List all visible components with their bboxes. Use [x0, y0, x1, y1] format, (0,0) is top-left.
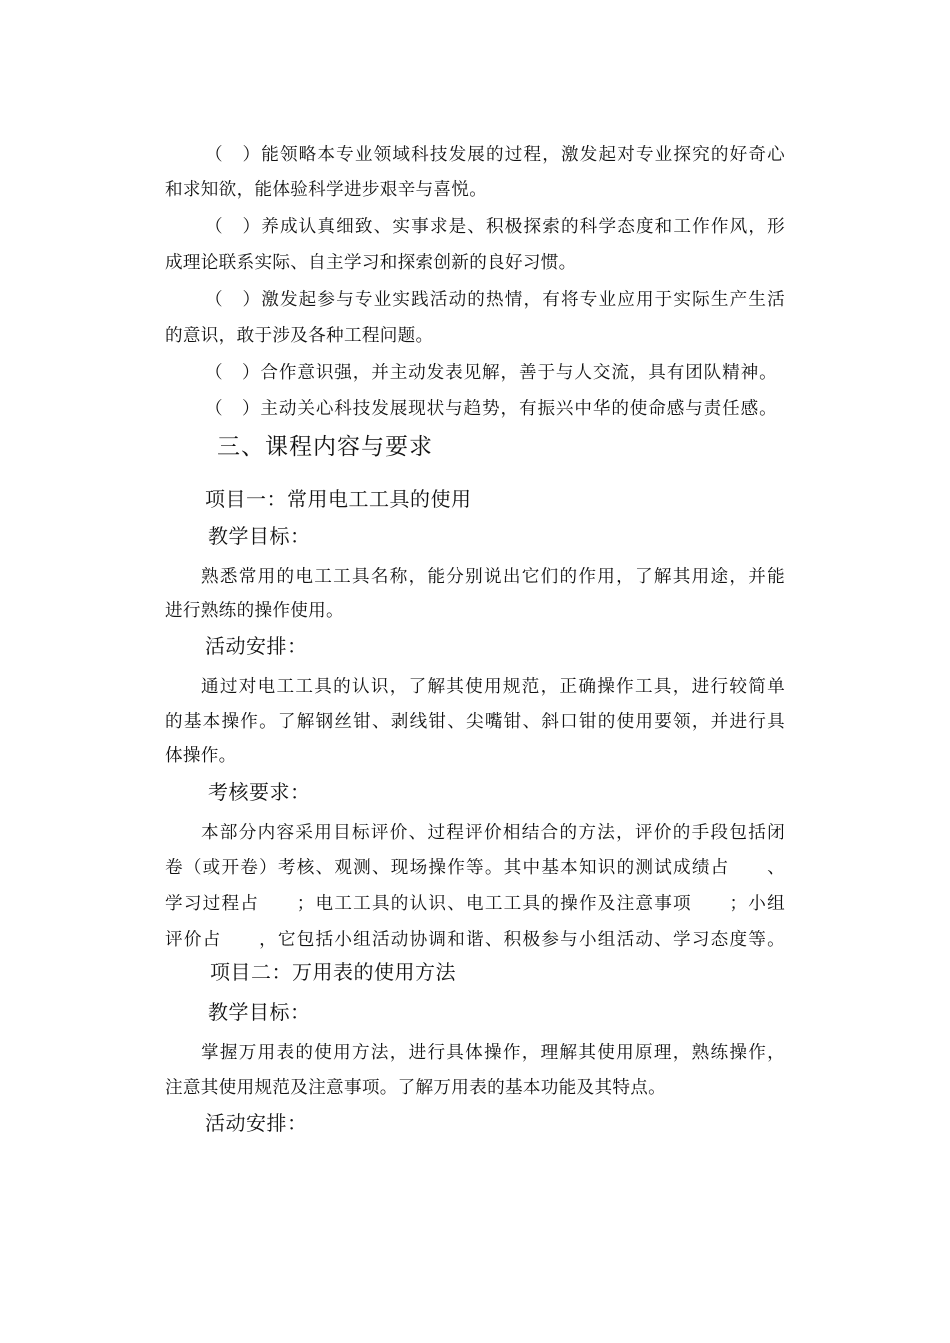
project1-assess-heading: 考核要求：: [208, 780, 311, 804]
paragraph-line: 卷（或开卷）考核、观测、现场操作等。其中基本知识的测试成绩占 、: [165, 858, 785, 878]
paragraph-line: 注意其使用规范及注意事项。了解万用表的基本功能及其特点。: [165, 1078, 667, 1098]
paragraph-line: 本部分内容采用目标评价、过程评价相结合的方法，评价的手段包括闭: [201, 823, 785, 843]
project1-title: 项目一：常用电工工具的使用: [205, 487, 472, 511]
paragraph-line: （ ）主动关心科技发展现状与趋势，有振兴中华的使命感与责任感。: [205, 399, 777, 419]
paragraph-line: 和求知欲，能体验科学进步艰辛与喜悦。: [165, 180, 488, 200]
paragraph-line: 体操作。: [165, 746, 237, 766]
paragraph-line: （ ）养成认真细致、实事求是、积极探索的科学态度和工作作风，形: [205, 217, 785, 237]
project1-activity-heading: 活动安排：: [205, 634, 308, 658]
paragraph-line: 的意识，敢于涉及各种工程问题。: [165, 326, 434, 346]
paragraph-line: （ ）合作意识强，并主动发表见解，善于与人交流，具有团队精神。: [205, 363, 777, 383]
section-title: 三、课程内容与要求: [217, 434, 433, 460]
paragraph-line: 的基本操作。了解钢丝钳、剥线钳、尖嘴钳、斜口钳的使用要领，并进行具: [165, 712, 785, 732]
project2-goal-heading: 教学目标：: [208, 1000, 311, 1024]
paragraph-line: 熟悉常用的电工工具名称，能分别说出它们的作用，了解其用途，并能: [201, 567, 785, 587]
paragraph-line: 通过对电工工具的认识，了解其使用规范，正确操作工具，进行较简单: [201, 677, 785, 697]
project1-goal-heading: 教学目标：: [208, 524, 311, 548]
paragraph-line: 评价占 ，它包括小组活动协调和谐、积极参与小组活动、学习态度等。: [165, 930, 785, 950]
paragraph-line: 掌握万用表的使用方法，进行具体操作，理解其使用原理，熟练操作，: [201, 1043, 785, 1063]
paragraph-line: （ ）激发起参与专业实践活动的热情，有将专业应用于实际生产生活: [205, 290, 785, 310]
paragraph-line: 进行熟练的操作使用。: [165, 601, 344, 621]
project2-activity-heading: 活动安排：: [205, 1111, 308, 1135]
paragraph-line: 学习过程占 ；电工工具的认识、电工工具的操作及注意事项 ；小组: [165, 894, 785, 914]
paragraph-line: 成理论联系实际、自主学习和探索创新的良好习惯。: [165, 253, 577, 273]
project2-title: 项目二：万用表的使用方法: [210, 960, 456, 984]
paragraph-line: （ ）能领略本专业领域科技发展的过程，激发起对专业探究的好奇心: [205, 145, 785, 165]
